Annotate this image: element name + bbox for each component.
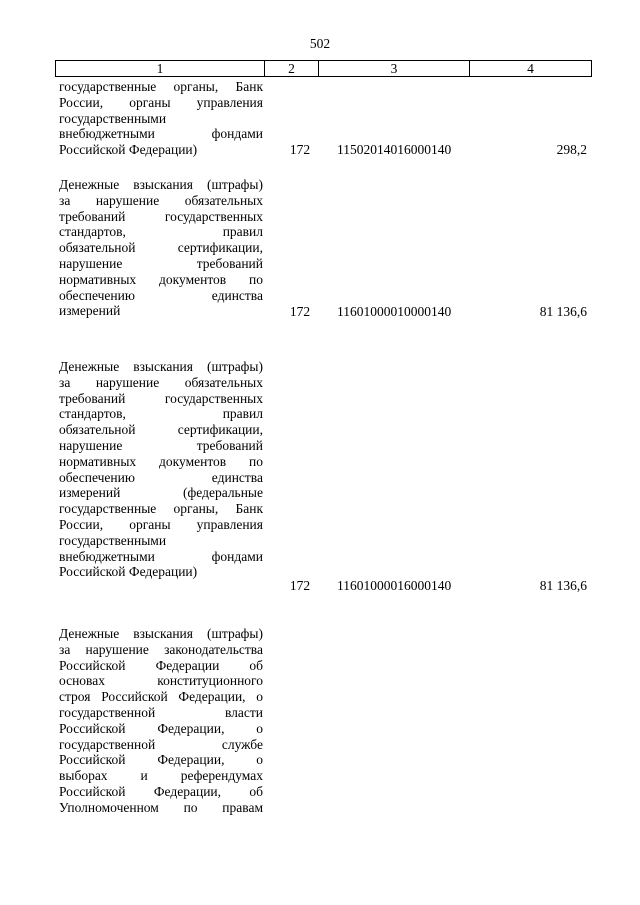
description-line: Российской Федерации): [59, 564, 198, 580]
description-line: Денежные взыскания (штрафы): [59, 626, 263, 641]
row-description: [59, 626, 263, 816]
description-line: обеспечению единства: [59, 287, 263, 303]
column-header-2: 2: [265, 61, 319, 77]
description-line: Денежные взыскания (штрафы): [59, 177, 263, 192]
description-line: государственной службе: [59, 736, 263, 752]
description-line: Российской Федерации): [59, 142, 198, 158]
description-line: Российской Федерации, о: [59, 752, 263, 768]
table-row: [59, 177, 589, 327]
description-line: выборах и референдумах: [59, 768, 263, 784]
row-description: [59, 79, 263, 158]
description-line: основах конституционного: [59, 673, 263, 689]
row-col4: 81 136,6: [539, 578, 587, 593]
description-line: Российской Федерации об: [59, 657, 263, 673]
description-line: обеспечению единства: [59, 469, 263, 485]
row-col2: 172: [289, 578, 311, 593]
description-line: Денежные взыскания (штрафы): [59, 359, 263, 374]
description-line: требований государственных: [59, 390, 263, 406]
description-line: Уполномоченном по правам: [59, 799, 263, 815]
row-col2: 172: [289, 304, 311, 319]
description-line: Российской Федерации, о: [59, 720, 263, 736]
description-line: нарушение требований: [59, 437, 263, 453]
description-line: измерений: [59, 303, 121, 319]
table-row: [59, 79, 589, 161]
description-line: государственными: [59, 110, 167, 126]
column-header-1: 1: [56, 61, 265, 77]
description-line: требований государственных: [59, 208, 263, 224]
column-header-3: 3: [319, 61, 470, 77]
row-description: [59, 359, 263, 580]
row-col3: 11502014016000140: [337, 142, 452, 157]
description-line: за нарушение обязательных: [59, 374, 263, 390]
table-row: [59, 359, 589, 599]
description-line: России, органы управления: [59, 94, 263, 110]
description-line: России, органы управления: [59, 516, 263, 532]
description-line: нормативных документов по: [59, 271, 263, 287]
description-line: стандартов, правил: [59, 224, 263, 240]
description-line: обязательной сертификации,: [59, 422, 263, 438]
description-line: стандартов, правил: [59, 406, 263, 422]
description-line: строя Российской Федерации, о: [59, 689, 263, 705]
description-line: государственные органы, Банк: [59, 79, 263, 94]
description-line: измерений (федеральные: [59, 485, 263, 501]
description-line: внебюджетными фондами: [59, 126, 263, 142]
description-line: за нарушение законодательства: [59, 641, 263, 657]
row-col3: 11601000010000140: [337, 304, 452, 319]
description-line: обязательной сертификации,: [59, 240, 263, 256]
row-col4: 298,2: [556, 142, 587, 157]
description-line: за нарушение обязательных: [59, 192, 263, 208]
row-col4: 81 136,6: [539, 304, 587, 319]
description-line: государственными: [59, 532, 167, 548]
description-line: нарушение требований: [59, 255, 263, 271]
row-col3: 11601000016000140: [337, 578, 452, 593]
row-description: [59, 177, 263, 319]
description-line: внебюджетными фондами: [59, 548, 263, 564]
page-number: 502: [309, 36, 331, 51]
column-header-4: 4: [470, 61, 592, 77]
description-line: Российской Федерации, об: [59, 783, 263, 799]
table-row: [59, 626, 589, 826]
column-header-row: [56, 61, 592, 77]
description-line: государственные органы, Банк: [59, 501, 263, 517]
column-header-table: [55, 60, 592, 77]
row-col2: 172: [289, 142, 311, 157]
description-line: государственной власти: [59, 704, 263, 720]
description-line: нормативных документов по: [59, 453, 263, 469]
